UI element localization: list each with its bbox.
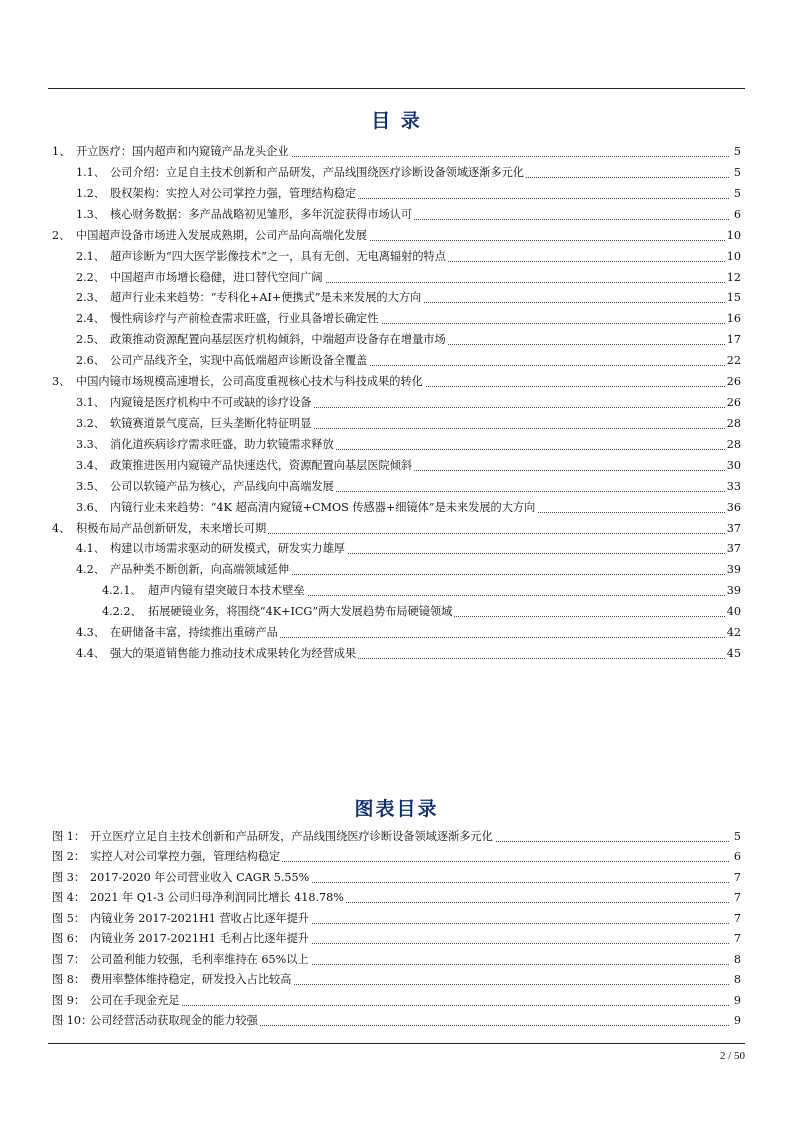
entry-title: 2021 年 Q1-3 公司归母净利润同比增长 418.78%	[90, 891, 344, 905]
entry-number: 2.6、	[76, 354, 105, 368]
entry-page: 10	[725, 248, 741, 266]
entry-title: 软镜赛道景气度高，巨头垄断化特征明显	[110, 416, 312, 430]
toc-entry[interactable]	[76, 478, 741, 496]
entry-text	[76, 645, 358, 663]
entry-number: 4.2.2、	[102, 605, 142, 619]
entry-page: 7	[732, 869, 741, 887]
figure-entry[interactable]	[52, 930, 741, 948]
entry-page: 5	[732, 185, 741, 203]
entry-text	[76, 436, 336, 454]
toc-entry[interactable]	[76, 499, 741, 517]
entry-number: 图 2：	[52, 850, 86, 864]
toc-entry[interactable]	[76, 269, 741, 287]
entry-number: 3.1、	[76, 396, 105, 410]
entry-title: 公司经营活动获取现金的能力较强	[90, 1013, 258, 1027]
entry-number: 3.4、	[76, 458, 105, 472]
figure-entry[interactable]	[52, 992, 741, 1010]
entry-page: 5	[732, 164, 741, 182]
entry-title: 公司介绍：立足自主技术创新和产品研发，产品线围绕医疗诊断设备领域逐渐多元化	[110, 165, 524, 179]
toc-entry[interactable]	[76, 206, 741, 224]
entry-number: 3.5、	[76, 479, 105, 493]
entry-text	[52, 373, 425, 391]
figure-list-title: 图表目录	[354, 798, 439, 820]
toc-entry[interactable]	[76, 624, 741, 642]
entry-number: 图 1：	[52, 830, 86, 843]
entry-text	[76, 289, 423, 307]
entry-title: 拓展硬镜业务，将围绕“4K+ICG”两大发展趋势布局硬镜领域	[148, 605, 453, 619]
entry-page: 9	[732, 992, 741, 1010]
toc-entry[interactable]	[102, 582, 741, 600]
entry-number: 2.3、	[76, 291, 105, 305]
toc-entry[interactable]	[52, 143, 741, 161]
entry-page: 26	[725, 394, 741, 412]
entry-page: 28	[725, 415, 741, 433]
entry-number: 图 6：	[52, 932, 86, 946]
entry-text	[76, 185, 358, 203]
toc-entry[interactable]	[52, 227, 741, 245]
entry-text	[76, 248, 448, 266]
toc-entry[interactable]	[76, 436, 741, 454]
entry-page: 7	[732, 889, 741, 907]
toc-entry[interactable]	[76, 415, 741, 433]
entry-title: 中国超声设备市场进入发展成熟期，公司产品向高端化发展	[76, 228, 367, 242]
entry-number: 2.1、	[76, 249, 105, 263]
entry-page: 6	[732, 206, 741, 224]
entry-title: 超声诊断为“四大医学影像技术”之一，具有无创、无电离辐射的特点	[110, 249, 446, 263]
entry-text	[52, 930, 311, 948]
entry-text	[52, 143, 291, 161]
entry-title: 慢性病诊疗与产前检查需求旺盛，行业具备增长确定性	[110, 312, 379, 326]
entry-number: 2、	[52, 228, 71, 242]
entry-title: 内镜业务 2017-2021H1 营收占比逐年提升	[90, 911, 309, 925]
entry-text	[76, 206, 414, 224]
entry-title: 强大的渠道销售能力推动技术成果转化为经营成果	[110, 647, 357, 661]
entry-page: 10	[725, 227, 741, 245]
entry-text	[76, 478, 336, 496]
entry-text	[76, 457, 414, 475]
figure-entry[interactable]	[52, 951, 741, 969]
entry-title: 2017-2020 年公司营业收入 CAGR 5.55%	[90, 870, 310, 884]
toc-entry[interactable]	[76, 561, 741, 579]
entry-number: 图 7：	[52, 952, 86, 966]
entry-title: 开立医疗立足自主技术创新和产品研发，产品线围绕医疗诊断设备领域逐渐多元化	[90, 830, 493, 843]
entry-page: 5	[732, 828, 741, 846]
entry-title: 消化道疾病诊疗需求旺盛，助力软镜需求释放	[110, 437, 334, 451]
entry-text	[76, 331, 448, 349]
entry-page: 33	[725, 478, 741, 496]
entry-title: 超声内镜有望突破日本技术壁垒	[148, 584, 305, 598]
figure-entry[interactable]	[52, 848, 741, 866]
page-number: 2 / 50	[719, 1050, 745, 1062]
entry-text	[52, 869, 311, 887]
entry-page: 6	[732, 848, 741, 866]
entry-title: 公司盈利能力较强，毛利率维持在 65%以上	[90, 952, 309, 966]
entry-text	[52, 910, 311, 928]
entry-text	[76, 269, 325, 287]
entry-text	[76, 394, 313, 412]
entry-page: 37	[725, 540, 741, 558]
entry-number: 1.3、	[76, 207, 105, 221]
entry-number: 2.5、	[76, 333, 105, 347]
toc-entry[interactable]	[76, 457, 741, 475]
entry-title: 内镜业务 2017-2021H1 毛利占比逐年提升	[90, 932, 309, 946]
entry-page: 42	[725, 624, 741, 642]
toc-entry[interactable]	[76, 394, 741, 412]
entry-title: 实控人对公司掌控力强，管理结构稳定	[90, 850, 281, 864]
toc-entry[interactable]	[76, 310, 741, 328]
toc-entry[interactable]	[76, 289, 741, 307]
entry-title: 在研储备丰富，持续推出重磅产品	[110, 626, 278, 640]
toc-entry[interactable]	[76, 540, 741, 558]
entry-page: 9	[732, 1012, 741, 1030]
entry-page: 39	[725, 561, 741, 579]
entry-number: 图 10：	[52, 1013, 93, 1027]
entry-page: 7	[732, 930, 741, 948]
entry-title: 中国内镜市场规模高速增长，公司高度重视核心技术与科技成果的转化	[76, 375, 423, 389]
entry-number: 4.3、	[76, 626, 105, 640]
entry-number: 1.1、	[76, 165, 105, 179]
entry-page: 17	[725, 331, 741, 349]
entry-number: 图 8：	[52, 973, 86, 987]
entry-page: 28	[725, 436, 741, 454]
entry-text	[52, 828, 495, 846]
entry-text	[52, 848, 282, 866]
figure-entry[interactable]	[52, 910, 741, 928]
entry-page: 16	[725, 310, 741, 328]
entry-text	[76, 624, 280, 642]
entry-title: 费用率整体维持稳定，研发投入占比较高	[90, 973, 292, 987]
toc-entry[interactable]	[76, 248, 741, 266]
entry-text	[52, 992, 182, 1010]
footer-rule	[48, 1043, 745, 1044]
entry-number: 4.2.1、	[102, 584, 142, 598]
entry-text	[52, 889, 346, 907]
toc-entry[interactable]	[76, 164, 741, 182]
toc-entry[interactable]	[76, 331, 741, 349]
entry-title: 构建以市场需求驱动的研发模式，研发实力雄厚	[110, 542, 345, 556]
toc-title: 目 录	[371, 110, 422, 132]
entry-number: 4、	[52, 521, 71, 535]
figure-entry[interactable]	[52, 828, 741, 846]
entry-title: 内镜行业未来趋势：“4K 超高清内窥镜+CMOS 传感器+细镜体”是未来发展的大方向	[110, 500, 536, 514]
toc-entry[interactable]	[76, 645, 741, 663]
entry-number: 3.6、	[76, 500, 105, 514]
entry-text	[76, 561, 291, 579]
entry-page: 36	[725, 499, 741, 517]
entry-page: 26	[725, 373, 741, 391]
entry-page: 8	[732, 971, 741, 989]
figure-entry[interactable]	[52, 1012, 741, 1030]
entry-page: 45	[725, 645, 741, 663]
entry-page: 8	[732, 951, 741, 969]
entry-title: 产品种类不断创新，向高端领域延伸	[110, 563, 290, 577]
toc-entry[interactable]	[76, 185, 741, 203]
entry-text	[102, 603, 454, 621]
entry-title: 超声行业未来趋势：“专科化+AI+便携式”是未来发展的大方向	[110, 291, 422, 305]
entry-text	[52, 1012, 260, 1030]
entry-number: 4.2、	[76, 563, 105, 577]
entry-text	[76, 164, 526, 182]
toc-entry[interactable]	[52, 520, 741, 538]
entry-title: 公司以软镜产品为核心，产品线向中高端发展	[110, 479, 334, 493]
entry-title: 公司产品线齐全，实现中高低端超声诊断设备全覆盖	[110, 354, 368, 368]
entry-page: 30	[725, 457, 741, 475]
entry-title: 股权架构：实控人对公司掌控力强，管理结构稳定	[110, 186, 357, 200]
entry-page: 7	[732, 910, 741, 928]
entry-number: 图 3：	[52, 870, 86, 884]
toc-entry[interactable]	[76, 352, 741, 370]
entry-number: 1.2、	[76, 186, 105, 200]
entry-page: 15	[725, 289, 741, 307]
entry-page: 37	[725, 520, 741, 538]
entry-number: 图 9：	[52, 993, 86, 1007]
toc-entry[interactable]	[52, 373, 741, 391]
entry-title: 核心财务数据：多产品战略初见雏形，多年沉淀获得市场认可	[110, 207, 413, 221]
entry-number: 2.4、	[76, 312, 105, 326]
entry-text	[76, 540, 347, 558]
entry-number: 图 4：	[52, 891, 86, 905]
entry-title: 公司在手现金充足	[90, 993, 180, 1007]
entry-number: 3、	[52, 375, 71, 389]
toc-entry[interactable]	[102, 603, 741, 621]
entry-number: 4.1、	[76, 542, 105, 556]
entry-text	[52, 971, 293, 989]
entry-title: 政策推进医用内窥镜产品快速迭代，资源配置向基层医院倾斜	[110, 458, 413, 472]
entry-text	[76, 499, 537, 517]
entry-text	[76, 310, 381, 328]
entry-number: 2.2、	[76, 270, 105, 284]
entry-text	[76, 415, 313, 433]
entry-number: 4.4、	[76, 647, 105, 661]
entry-text	[52, 951, 311, 969]
entry-title: 中国超声市场增长稳健，进口替代空间广阔	[110, 270, 323, 284]
entry-title: 开立医疗：国内超声和内窥镜产品龙头企业	[76, 145, 289, 158]
entry-number: 1、	[52, 145, 71, 158]
entry-page: 12	[725, 269, 741, 287]
entry-title: 内窥镜是医疗机构中不可或缺的诊疗设备	[110, 396, 312, 410]
entry-title: 政策推动资源配置向基层医疗机构倾斜，中端超声设备存在增量市场	[110, 333, 446, 347]
figure-entry[interactable]	[52, 971, 741, 989]
figure-entry[interactable]	[52, 889, 741, 907]
entry-number: 3.3、	[76, 437, 105, 451]
header-rule	[48, 88, 745, 89]
entry-page: 22	[725, 352, 741, 370]
entry-title: 积极布局产品创新研发，未来增长可期	[76, 521, 267, 535]
figure-entry[interactable]	[52, 869, 741, 887]
entry-text	[102, 582, 307, 600]
entry-page: 40	[725, 603, 741, 621]
entry-text	[76, 352, 369, 370]
entry-text	[52, 227, 369, 245]
entry-text	[52, 520, 268, 538]
entry-page: 5	[732, 143, 741, 161]
entry-number: 3.2、	[76, 416, 105, 430]
entry-number: 图 5：	[52, 911, 86, 925]
entry-page: 39	[725, 582, 741, 600]
